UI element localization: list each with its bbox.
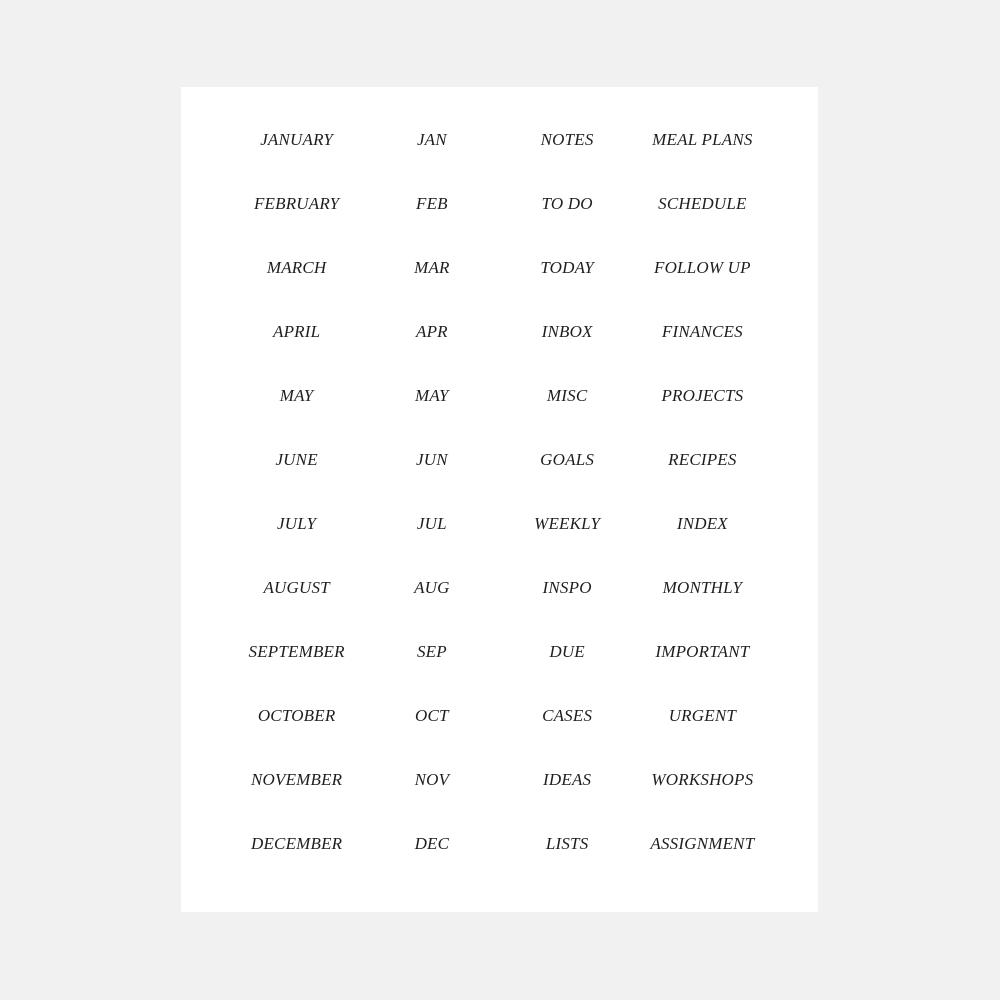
label-month-full: NOVEMBER <box>250 770 343 789</box>
label-sheet <box>181 87 818 912</box>
label-word: URGENT <box>668 706 737 725</box>
label-word: TODAY <box>540 258 594 277</box>
label-word: NOTES <box>540 130 594 149</box>
label-month-full: APRIL <box>272 322 321 341</box>
label-word: WORKSHOPS <box>651 770 754 789</box>
label-month-full: OCTOBER <box>257 706 336 725</box>
label-word: WEEKLY <box>534 514 601 533</box>
label-month-abbr: JUN <box>415 450 448 469</box>
label-word: GOALS <box>540 450 595 469</box>
label-month-full: DECEMBER <box>250 834 343 853</box>
label-grid <box>229 108 770 876</box>
label-word: FINANCES <box>661 322 743 341</box>
label-month-abbr: MAY <box>415 386 449 405</box>
label-month-abbr: FEB <box>415 194 448 213</box>
label-word: PROJECTS <box>661 386 744 405</box>
label-month-abbr: APR <box>415 322 448 341</box>
label-word: INSPO <box>542 578 592 597</box>
label-month-full: JULY <box>277 514 317 533</box>
label-month-full: JUNE <box>275 450 318 469</box>
label-month-full: JANUARY <box>260 130 334 149</box>
label-month-full: FEBRUARY <box>253 194 340 213</box>
label-word: INDEX <box>676 514 728 533</box>
label-month-abbr: DEC <box>414 834 450 853</box>
label-word: LISTS <box>545 834 589 853</box>
label-month-full: MARCH <box>266 258 327 277</box>
label-month-abbr: NOV <box>414 770 450 789</box>
label-word: MISC <box>546 386 588 405</box>
label-word: INBOX <box>541 322 593 341</box>
label-month-abbr: OCT <box>415 706 449 725</box>
label-month-abbr: JUL <box>416 514 447 533</box>
label-month-abbr: MAR <box>414 258 450 277</box>
label-month-abbr: JAN <box>416 130 447 149</box>
label-month-full: SEPTEMBER <box>248 642 345 661</box>
label-word: MEAL PLANS <box>652 130 753 149</box>
label-word: DUE <box>549 642 585 661</box>
label-month-abbr: AUG <box>414 578 450 597</box>
label-month-full: AUGUST <box>263 578 330 597</box>
label-month-full: MAY <box>279 386 314 405</box>
label-word: RECIPES <box>668 450 737 469</box>
label-word: ASSIGNMENT <box>650 834 755 853</box>
label-word: SCHEDULE <box>658 194 747 213</box>
label-word: CASES <box>542 706 593 725</box>
label-word: IDEAS <box>543 770 592 789</box>
label-word: MONTHLY <box>662 578 743 597</box>
label-month-abbr: SEP <box>416 642 447 661</box>
label-word: FOLLOW UP <box>654 258 751 277</box>
label-word: IMPORTANT <box>655 642 750 661</box>
label-word: TO DO <box>541 194 593 213</box>
